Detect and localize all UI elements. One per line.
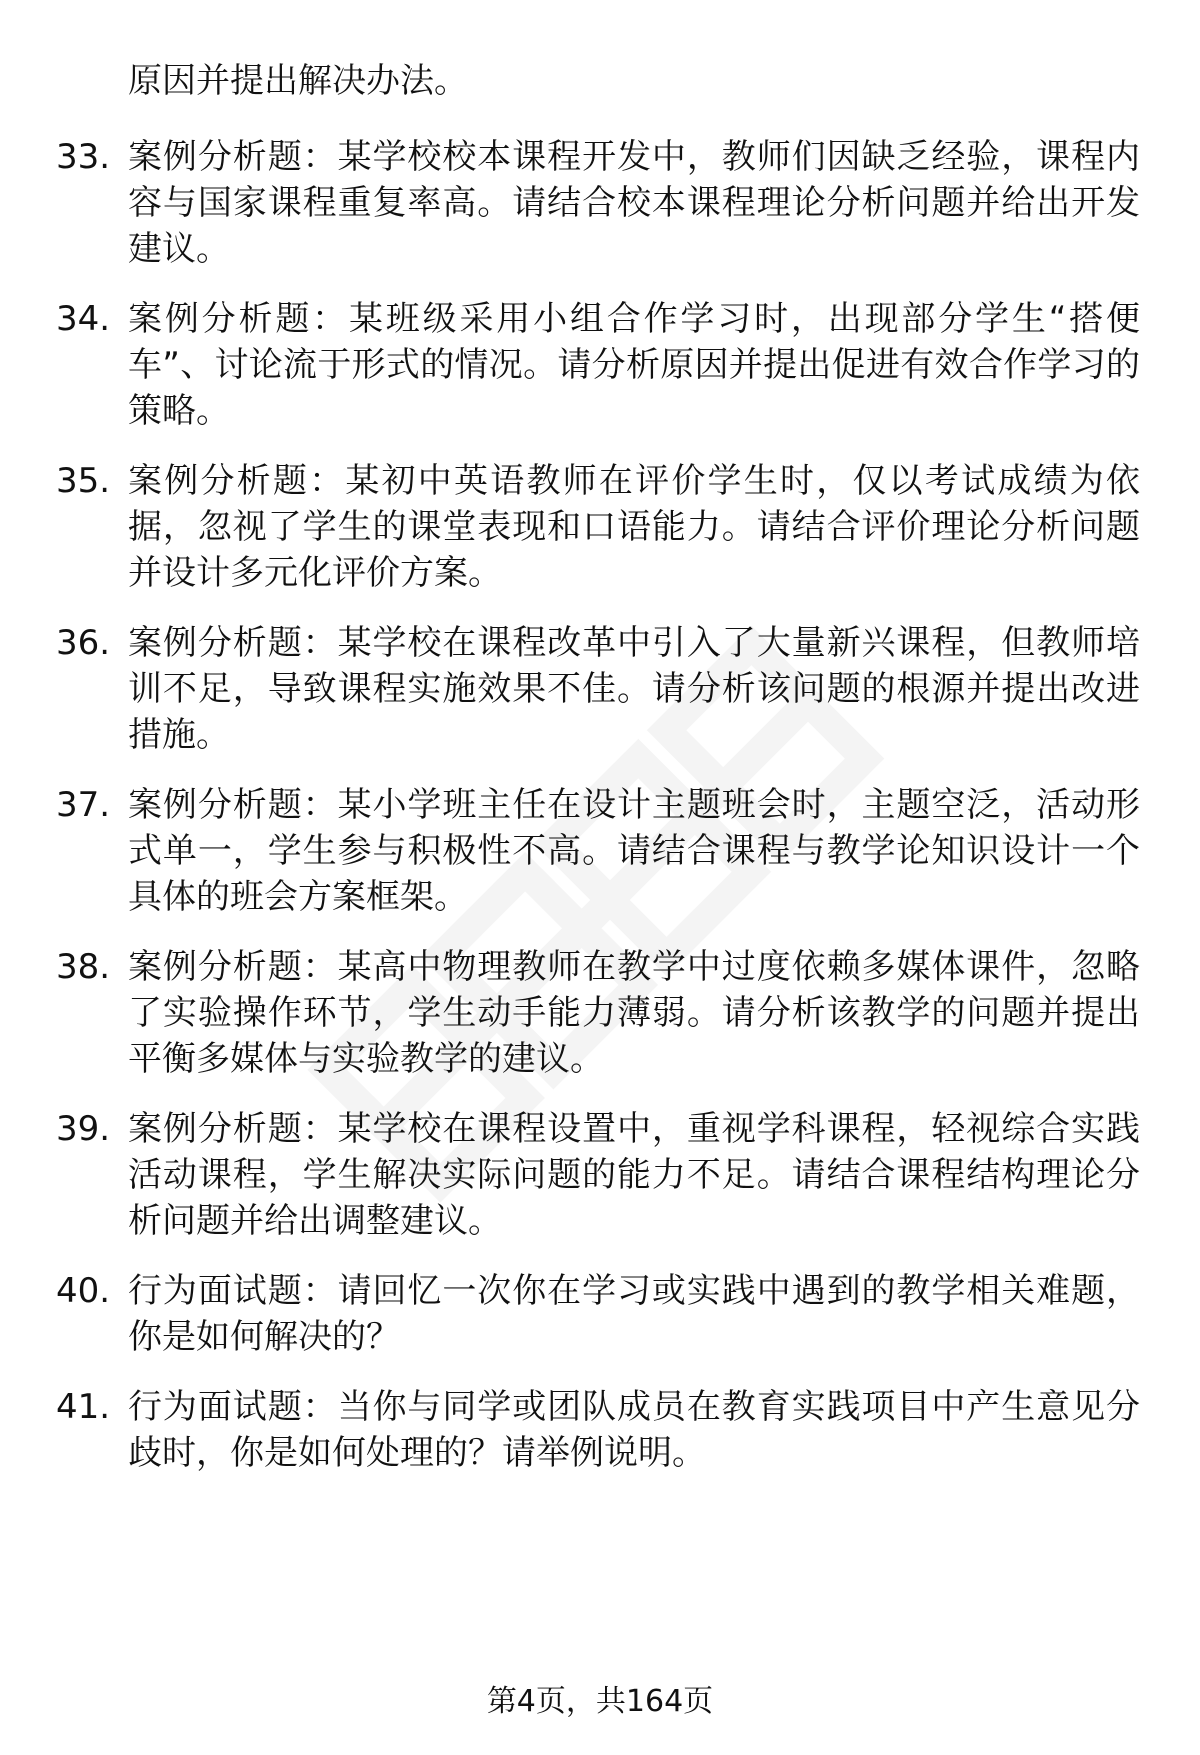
question-text: 案例分析题：某学校校本课程开发中，教师们因缺乏经验，课程内容与国家课程重复率高。请结合校本课程理论分析问题并给出开发建议。: [128, 137, 1140, 269]
question-number: 37.: [56, 785, 111, 825]
question-text: 案例分析题：某高中物理教师在教学中过度依赖多媒体课件，忽略了实验操作环节，学生动手能力薄弱。请分析该教学的问题并提出平衡多媒体与实验教学的建议。: [128, 947, 1140, 1079]
question-number: 38.: [56, 947, 111, 987]
question-number: 41.: [56, 1387, 111, 1427]
question-number: 39.: [56, 1109, 111, 1149]
question-text: 案例分析题：某初中英语教师在评价学生时，仅以考试成绩为依据，忽视了学生的课堂表现和口语能力。请结合评价理论分析问题并设计多元化评价方案。: [128, 461, 1140, 593]
continued-question-text: 原因并提出解决办法。: [128, 61, 468, 101]
question-number: 33.: [56, 137, 111, 177]
question-number: 36.: [56, 623, 111, 663]
question-text: 案例分析题：某班级采用小组合作学习时，出现部分学生“搭便车”、讨论流于形式的情况。请分析原因并提出促进有效合作学习的策略。: [128, 299, 1140, 431]
question-text: 案例分析题：某学校在课程改革中引入了大量新兴课程，但教师培训不足，导致课程实施效果不佳。请分析该问题的根源并提出改进措施。: [128, 623, 1140, 755]
question-number: 40.: [56, 1271, 111, 1311]
question-text: 案例分析题：某学校在课程设置中，重视学科课程，轻视综合实践活动课程，学生解决实际问题的能力不足。请结合课程结构理论分析问题并给出调整建议。: [128, 1109, 1140, 1241]
question-number: 35.: [56, 461, 111, 501]
question-text: 行为面试题：请回忆一次你在学习或实践中遇到的教学相关难题，你是如何解决的？: [128, 1271, 1140, 1357]
question-text: 行为面试题：当你与同学或团队成员在教育实践项目中产生意见分歧时，你是如何处理的？请举例说明。: [128, 1387, 1140, 1473]
question-number: 34.: [56, 299, 111, 339]
question-text: 案例分析题：某小学班主任在设计主题班会时，主题空泛，活动形式单一，学生参与积极性不高。请结合课程与教学论知识设计一个具体的班会方案框架。: [128, 785, 1140, 917]
page-number-footer: 第4页，共164页: [486, 1684, 714, 1719]
